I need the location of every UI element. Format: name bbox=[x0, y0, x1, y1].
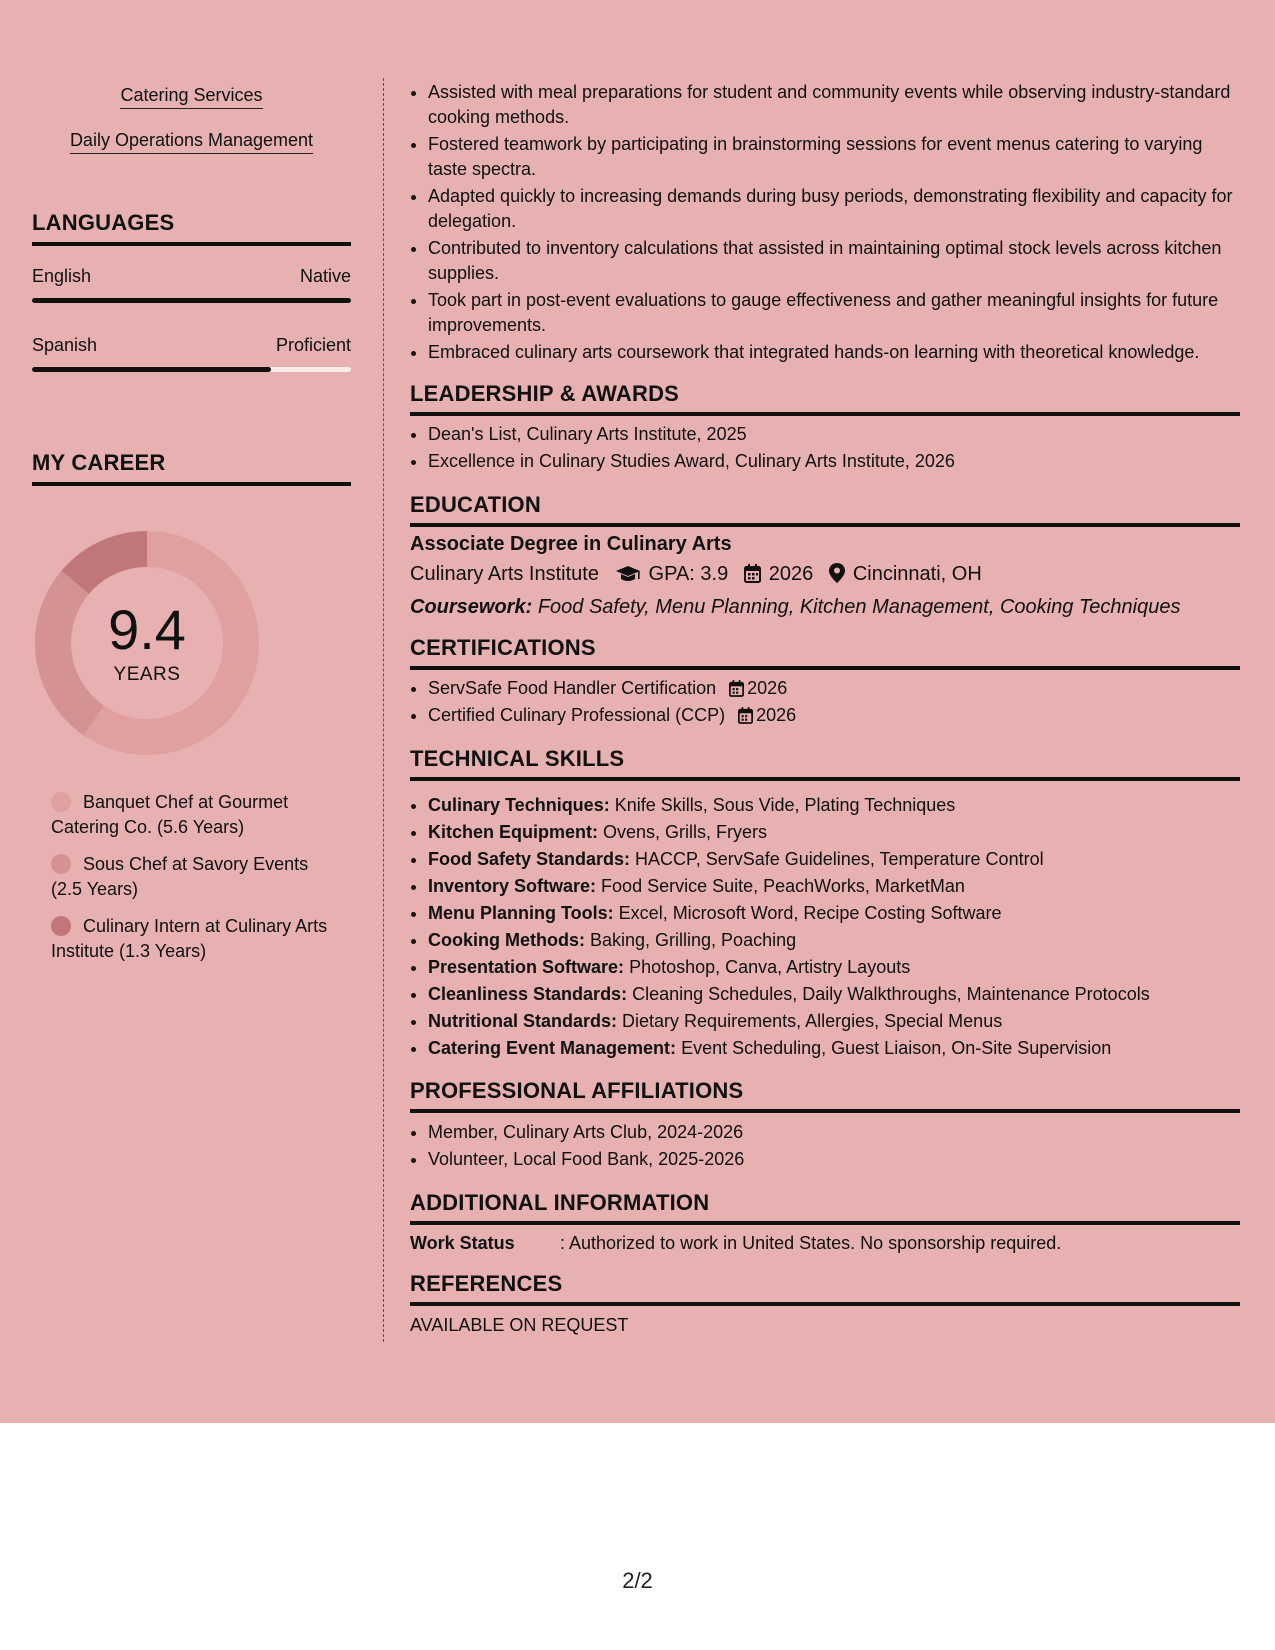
list-item: • Took part in post-event evaluations to gauge effectiveness and gather meaningful insights for future improvements. bbox=[428, 288, 1240, 338]
affiliations-heading: PROFESSIONAL AFFILIATIONS bbox=[410, 1078, 1240, 1113]
career-item bbox=[51, 790, 331, 840]
language-level: Native bbox=[299, 266, 351, 286]
skill-label: Inventory Software: bbox=[428, 876, 597, 896]
technical-skills-heading: TECHNICAL SKILLS bbox=[410, 746, 1240, 781]
career-item-label: Culinary Intern at Culinary Arts Institute (1.3 Years) bbox=[51, 916, 328, 961]
career-item-label: Banquet Chef at Gourmet Catering Co. (5.6 Years) bbox=[51, 792, 289, 837]
language-level: Proficient bbox=[275, 335, 351, 355]
skill-label: Food Safety Standards: bbox=[428, 849, 631, 869]
skill-link[interactable] bbox=[32, 85, 351, 106]
language-bar bbox=[32, 298, 351, 303]
skill-link[interactable] bbox=[32, 130, 351, 151]
skill-value: Food Service Suite, PeachWorks, MarketMan bbox=[601, 876, 965, 896]
language-bar bbox=[32, 367, 351, 372]
list-item bbox=[428, 676, 1240, 701]
list-item: • Excellence in Culinary Studies Award, Culinary Arts Institute, 2026 bbox=[428, 449, 1240, 474]
skill-value: Baking, Grilling, Poaching bbox=[590, 930, 797, 950]
additional-info-heading: ADDITIONAL INFORMATION bbox=[410, 1190, 1240, 1225]
skill-item bbox=[428, 955, 1240, 980]
calendar-icon bbox=[744, 564, 761, 589]
skill-link-label: Catering Services bbox=[120, 85, 262, 109]
leadership-heading: LEADERSHIP & AWARDS bbox=[410, 381, 1240, 416]
list-item: • Adapted quickly to increasing demands during busy periods, demonstrating flexibility and capacity for delegation. bbox=[428, 184, 1240, 234]
cert-name: ServSafe Food Handler Certification bbox=[428, 678, 717, 698]
list-item: • Member, Culinary Arts Club, 2024-2026 bbox=[428, 1120, 1240, 1145]
skill-value: Photoshop, Canva, Artistry Layouts bbox=[629, 957, 911, 977]
skill-value: Event Scheduling, Guest Liaison, On-Site Supervision bbox=[681, 1038, 1112, 1058]
coursework-label: Coursework: bbox=[410, 596, 533, 618]
legend-dot bbox=[51, 792, 71, 812]
education-heading: EDUCATION bbox=[410, 492, 1240, 527]
skill-label: Cooking Methods: bbox=[428, 930, 585, 950]
column-divider bbox=[383, 78, 384, 1342]
technical-skills-list bbox=[410, 793, 1240, 1063]
cert-year: 2026 bbox=[756, 705, 797, 725]
skill-item bbox=[428, 874, 1240, 899]
skill-item bbox=[428, 793, 1240, 818]
cert-name: Certified Culinary Professional (CCP) bbox=[428, 705, 726, 725]
skill-item bbox=[428, 982, 1240, 1007]
education-block bbox=[410, 533, 1240, 619]
career-heading: MY CAREER bbox=[32, 450, 351, 486]
certifications-heading: CERTIFICATIONS bbox=[410, 635, 1240, 670]
leadership-list bbox=[410, 422, 1240, 476]
skill-label: Menu Planning Tools: bbox=[428, 903, 614, 923]
affiliations-list bbox=[410, 1120, 1240, 1174]
list-item: • Contributed to inventory calculations that assisted in maintaining optimal stock levels across kitchen supplies. bbox=[428, 236, 1240, 286]
skill-link-label: Daily Operations Management bbox=[70, 130, 313, 154]
language-bar-fill bbox=[32, 298, 351, 303]
list-item: • Fostered teamwork by participating in brainstorming sessions for event menus catering to varying taste spectra. bbox=[428, 132, 1240, 182]
work-status-label: Work Status bbox=[410, 1233, 515, 1253]
degree: Associate Degree in Culinary Arts bbox=[410, 533, 732, 555]
skill-value: Dietary Requirements, Allergies, Special Menus bbox=[622, 1011, 1003, 1031]
location-pin-icon bbox=[829, 563, 845, 589]
skill-value: Excel, Microsoft Word, Recipe Costing Software bbox=[618, 903, 1002, 923]
skill-item bbox=[428, 928, 1240, 953]
skill-item bbox=[428, 847, 1240, 872]
skill-label: Presentation Software: bbox=[428, 957, 625, 977]
list-item: • Dean's List, Culinary Arts Institute, 2025 bbox=[428, 422, 1240, 447]
certifications-list bbox=[410, 676, 1240, 730]
references-value: AVAILABLE ON REQUEST bbox=[410, 1315, 629, 1335]
calendar-icon bbox=[738, 707, 753, 724]
coursework-value: Food Safety, Menu Planning, Kitchen Management, Cooking Techniques bbox=[537, 596, 1181, 618]
career-item bbox=[51, 852, 331, 902]
skill-item bbox=[428, 820, 1240, 845]
list-item bbox=[428, 703, 1240, 728]
language-name: Spanish bbox=[32, 335, 98, 355]
career-item bbox=[51, 914, 331, 964]
languages-heading: LANGUAGES bbox=[32, 210, 351, 246]
gpa: GPA: 3.9 bbox=[648, 563, 729, 585]
language-name: English bbox=[32, 266, 92, 286]
coursework bbox=[410, 596, 1240, 619]
work-status-row bbox=[410, 1233, 1240, 1254]
skill-label: Culinary Techniques: bbox=[428, 795, 610, 815]
skill-value: Cleaning Schedules, Daily Walkthroughs, Maintenance Protocols bbox=[632, 984, 1150, 1004]
skill-value: Knife Skills, Sous Vide, Plating Techniques bbox=[614, 795, 956, 815]
skill-label: Kitchen Equipment: bbox=[428, 822, 598, 842]
list-item: • Assisted with meal preparations for student and community events while observing industry-standard cooking methods. bbox=[428, 80, 1240, 130]
experience-bullets bbox=[410, 80, 1240, 367]
career-item-label: Sous Chef at Savory Events (2.5 Years) bbox=[51, 854, 309, 899]
school-name: Culinary Arts Institute bbox=[410, 563, 599, 585]
graduation-year: 2026 bbox=[768, 563, 814, 585]
list-item: • Embraced culinary arts coursework that integrated hands-on learning with theoretical knowledge. bbox=[428, 340, 1240, 365]
career-unit: YEARS bbox=[113, 664, 181, 685]
skill-value: HACCP, ServSafe Guidelines, Temperature Control bbox=[635, 849, 1044, 869]
graduation-cap-icon bbox=[615, 565, 641, 589]
list-item: • Volunteer, Local Food Bank, 2025-2026 bbox=[428, 1147, 1240, 1172]
language-bar-fill bbox=[32, 367, 271, 372]
career-total: 9.4 bbox=[108, 598, 186, 661]
legend-dot bbox=[51, 916, 71, 936]
location: Cincinnati, OH bbox=[852, 563, 982, 585]
page-number: 2/2 bbox=[622, 1568, 653, 1593]
legend-dot bbox=[51, 854, 71, 874]
cert-year: 2026 bbox=[747, 678, 788, 698]
skill-item bbox=[428, 1009, 1240, 1034]
language-row bbox=[32, 266, 351, 287]
skill-label: Cleanliness Standards: bbox=[428, 984, 628, 1004]
references-heading: REFERENCES bbox=[410, 1271, 1240, 1306]
cert-date bbox=[738, 705, 796, 725]
skill-label: Catering Event Management: bbox=[428, 1038, 677, 1058]
cert-date bbox=[729, 678, 787, 698]
calendar-icon bbox=[729, 680, 744, 697]
work-status-value: : Authorized to work in United States. No sponsorship required. bbox=[560, 1233, 1062, 1253]
skill-label: Nutritional Standards: bbox=[428, 1011, 618, 1031]
education-details bbox=[410, 563, 1240, 589]
skill-item bbox=[428, 901, 1240, 926]
skill-item bbox=[428, 1036, 1240, 1061]
language-row bbox=[32, 335, 351, 356]
skill-value: Ovens, Grills, Fryers bbox=[603, 822, 768, 842]
